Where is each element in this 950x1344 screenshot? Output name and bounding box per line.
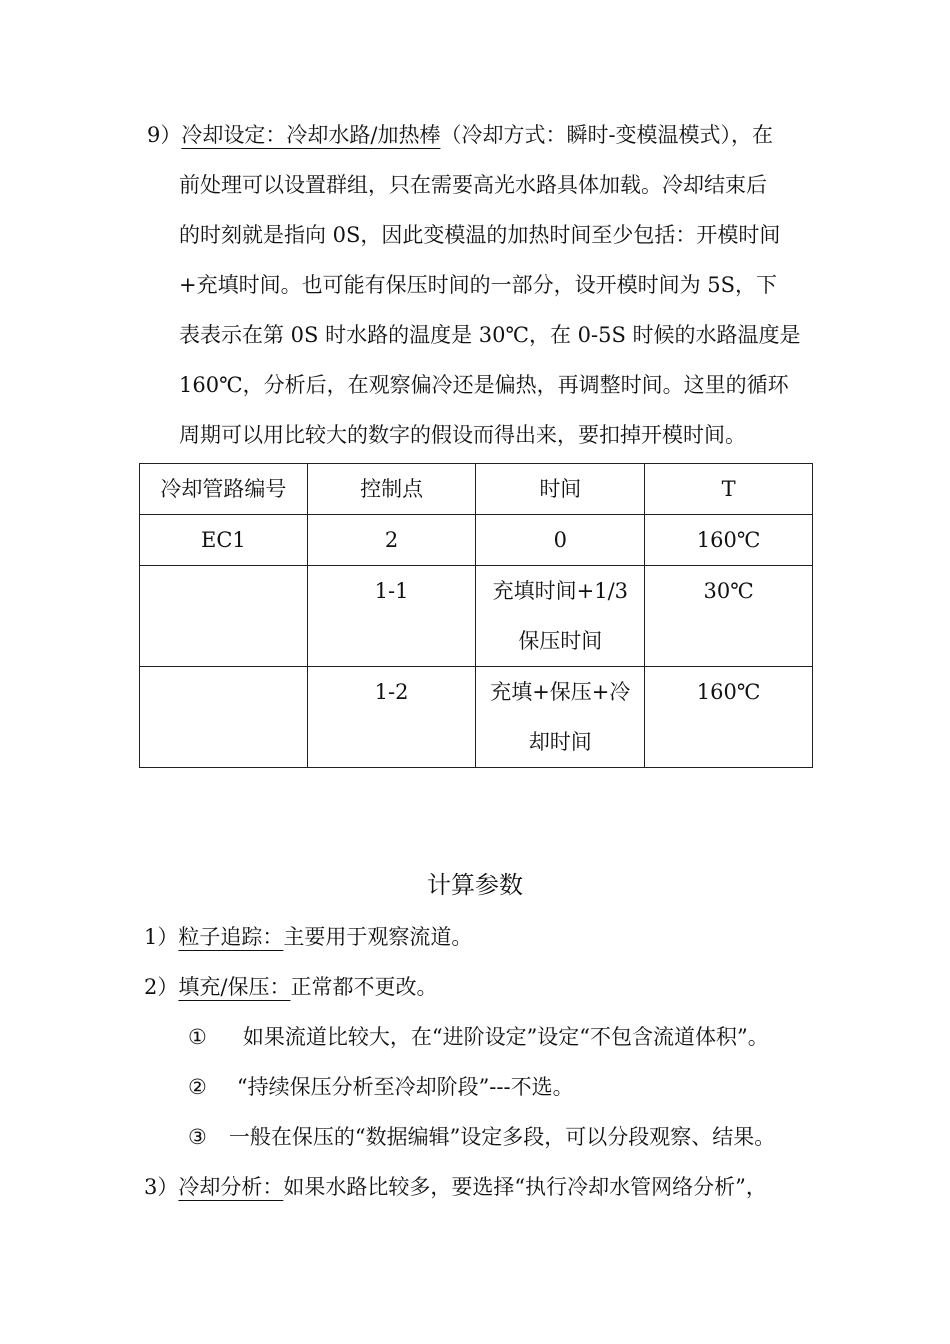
table-header-cell: 冷却管路编号 bbox=[140, 464, 308, 515]
table-header-cell: T bbox=[645, 464, 813, 515]
paragraph-line: 周期可以用比较大的数字的假设而得出来，要扣掉开模时间。 bbox=[179, 423, 746, 447]
item-number: 3） bbox=[144, 1175, 179, 1199]
paragraph-line: 160℃，分析后，在观察偏冷还是偏热，再调整时间。这里的循环 bbox=[179, 373, 789, 397]
sub-item-text: 一般在保压的“数据编辑”设定多段，可以分段观察、结果。 bbox=[228, 1125, 776, 1149]
cooling-table bbox=[139, 463, 813, 768]
section-number: 9） bbox=[147, 123, 182, 147]
sub-item-text: “持续保压分析至冷却阶段”---不选。 bbox=[236, 1075, 574, 1099]
table-cell: 160℃ bbox=[645, 667, 813, 768]
table-cell: 1-2 bbox=[307, 667, 476, 768]
sub-item-mark: ③ bbox=[188, 1125, 207, 1149]
sub-item-mark: ② bbox=[188, 1075, 207, 1099]
item-label: 冷却分析： bbox=[178, 1175, 284, 1199]
item-text: 如果水路比较多，要选择“执行冷却水管网络分析”， bbox=[283, 1175, 767, 1199]
table-cell: 2 bbox=[307, 515, 476, 566]
item-text: 正常都不更改。 bbox=[290, 975, 438, 999]
section-9-line-1 bbox=[147, 121, 773, 149]
section-text: （冷却方式：瞬时-变模温模式），在 bbox=[440, 123, 774, 147]
table-header-row bbox=[140, 464, 813, 515]
item-number: 2） bbox=[144, 975, 179, 999]
table-header-cell: 控制点 bbox=[307, 464, 476, 515]
list-item bbox=[144, 923, 472, 951]
table-cell bbox=[140, 566, 308, 667]
table-header-cell: 时间 bbox=[476, 464, 645, 515]
table-row bbox=[140, 515, 813, 566]
table-cell: 160℃ bbox=[645, 515, 813, 566]
table-row bbox=[140, 667, 813, 768]
sub-item bbox=[188, 1023, 769, 1051]
sub-item-mark: ① bbox=[188, 1025, 207, 1049]
item-label: 粒子追踪： bbox=[178, 925, 284, 949]
sub-item bbox=[188, 1073, 574, 1101]
table-cell: 30℃ bbox=[645, 566, 813, 667]
sub-item-text: 如果流道比较大，在“进阶设定”设定“不包含流道体积”。 bbox=[242, 1025, 769, 1049]
table-cell: 0 bbox=[476, 515, 645, 566]
paragraph-line: 前处理可以设置群组，只在需要高光水路具体加载。冷却结束后 bbox=[179, 173, 767, 197]
table-cell bbox=[140, 667, 308, 768]
paragraph-line: 表表示在第 0S 时水路的温度是 30℃，在 0-5S 时候的水路温度是 bbox=[179, 323, 801, 347]
item-label: 填充/保压： bbox=[178, 975, 291, 999]
section-label: 冷却设定：冷却水路/加热棒 bbox=[181, 123, 441, 147]
list-item bbox=[144, 973, 437, 1001]
table-cell: 1-1 bbox=[307, 566, 476, 667]
sub-item bbox=[188, 1123, 775, 1151]
paragraph-line: 的时刻就是指向 0S，因此变模温的加热时间至少包括：开模时间 bbox=[179, 223, 781, 247]
paragraph-line: +充填时间。也可能有保压时间的一部分，设开模时间为 5S，下 bbox=[179, 273, 778, 297]
section-heading: 计算参数 bbox=[427, 871, 523, 899]
item-number: 1） bbox=[144, 925, 179, 949]
list-item bbox=[144, 1173, 767, 1201]
table-row bbox=[140, 566, 813, 667]
table-cell: EC1 bbox=[140, 515, 308, 566]
table-cell: 充填+保压+冷 却时间 bbox=[476, 667, 645, 768]
item-text: 主要用于观察流道。 bbox=[283, 925, 473, 949]
table-cell: 充填时间+1/3 保压时间 bbox=[476, 566, 645, 667]
